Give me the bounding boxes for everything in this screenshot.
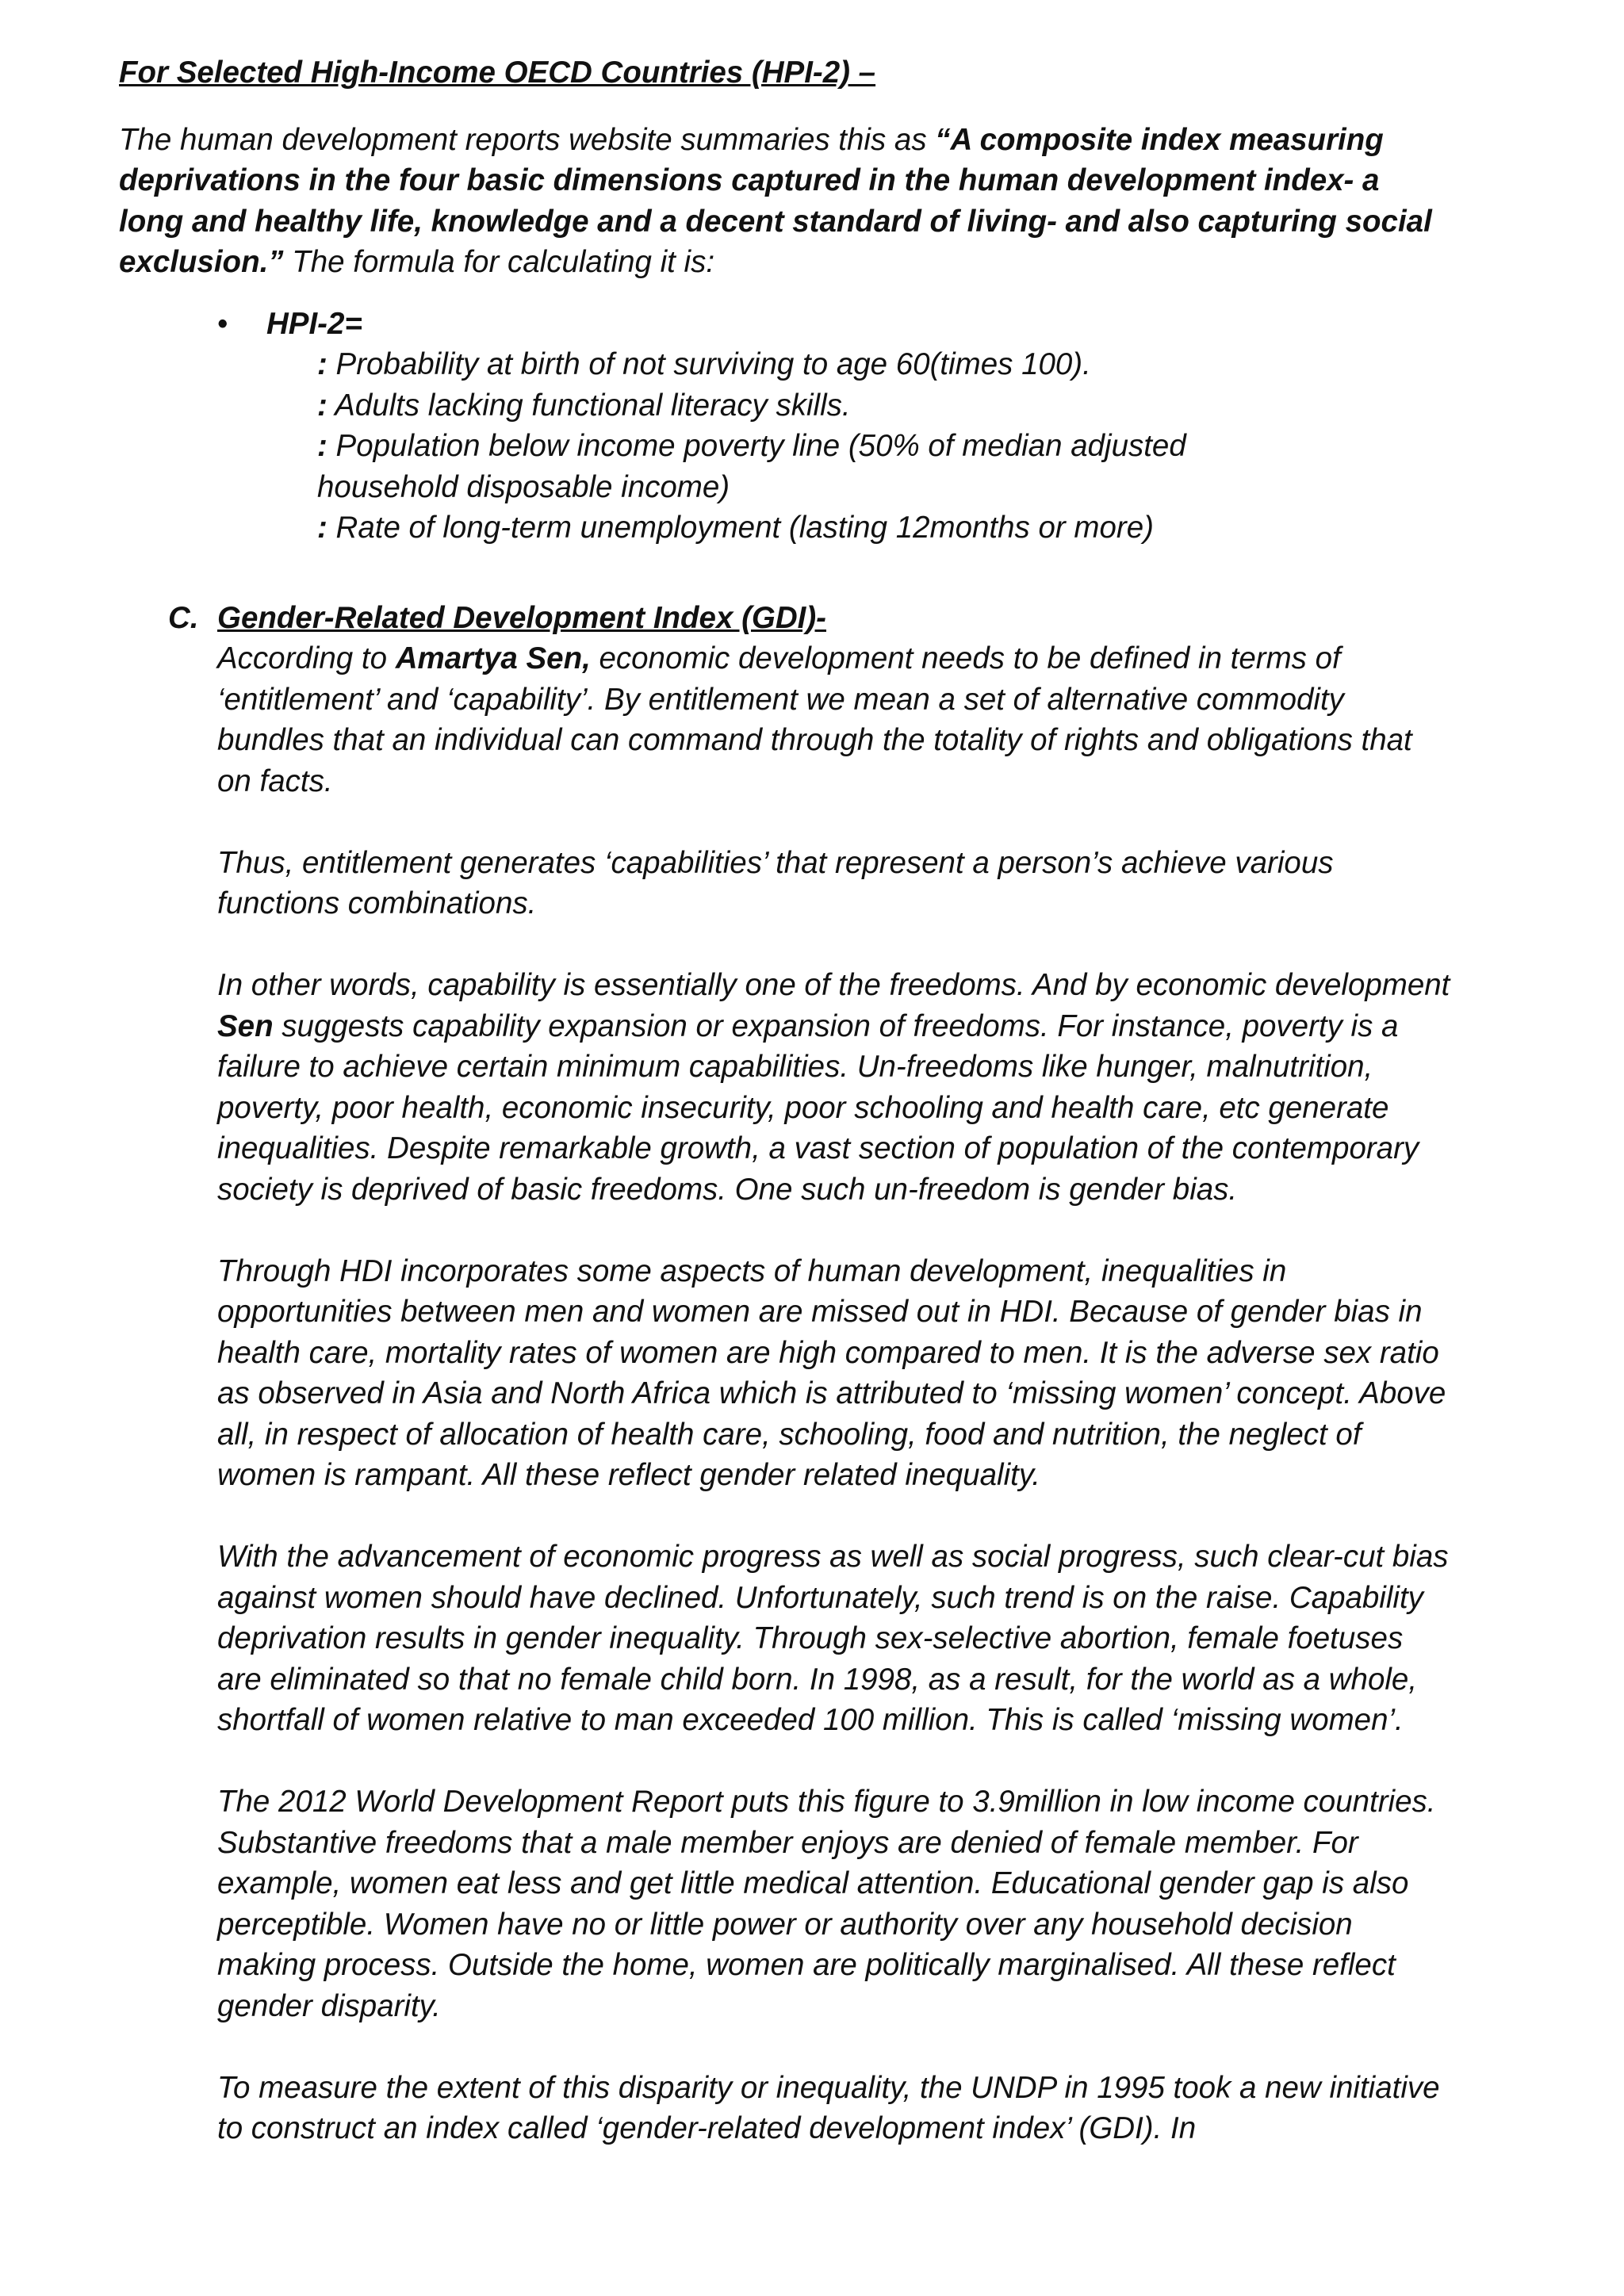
- intro-paragraph: [119, 120, 1451, 283]
- paragraph-sen-entitlement: According to Amartya Sen, economic development needs to be defined in terms of ‘entitlement’ and ‘capability’. By entitlement we mean a set of alternative commodity bundles that an individual can command through the totality of rights and obligations that on facts.: [217, 641, 1412, 798]
- hpi2-formula: [119, 304, 1451, 549]
- section-heading: [119, 598, 1451, 639]
- formula-component: : Adults lacking functional literacy skills.: [317, 388, 851, 423]
- section-body: [217, 638, 1454, 2149]
- author-name: Sen: [217, 1008, 274, 1043]
- paragraph-hdi-inequalities: Through HDI incorporates some aspects of human development, inequalities in opportunities between men and women are missed out in HDI. Because of gender bias in health care, mortality rates of women are high compared to men. It is the adverse sex ratio as observed in Asia and North Africa which is attributed to ‘missing women’ concept. Above all, in respect of allocation of health care, schooling, food and nutrition, the neglect of women is rampant. All these reflect gender related inequality.: [217, 1253, 1446, 1492]
- paragraph-freedoms: In other words, capability is essentially one of the freedoms. And by economic development Sen suggests capability expansion or expansion of freedoms. For instance, poverty is a failure to achieve certain minimum capabilities. Un-freedoms like hunger, malnutrition, poverty, poor health, economic insecurity, poor schooling and health care, etc generate inequalities. Despite remarkable growth, a vast section of population of the contemporary society is deprived of basic freedoms. One such un-freedom is gender bias.: [217, 968, 1450, 1207]
- formula-component: : Rate of long-term unemployment (lasting 12months or more): [317, 511, 1154, 545]
- paragraph-undp-gdi: To measure the extent of this disparity or inequality, the UNDP in 1995 took a new initiative to construct an index called ‘gender-related development index’ (GDI). In: [217, 2070, 1440, 2145]
- paragraph-missing-women: With the advancement of economic progress as well as social progress, such clear-cut bias against women should have declined. Unfortunately, such trend is on the raise. Capability deprivation results in gender inequality. Through sex-selective abortion, female foetuses are eliminated so that no female child born. In 1998, as a result, for the world as a whole, shortfall of women relative to man exceeded 100 million. This is called ‘missing women’.: [217, 1540, 1449, 1737]
- intro-quote: “A composite index measuring deprivations in the four basic dimensions captured in the human development index- a long and healthy life, knowledge and a decent standard of living- and also capturing social exclusion.”: [119, 122, 1432, 279]
- section-letter: C.: [168, 600, 199, 635]
- author-name: Amartya Sen,: [395, 641, 591, 675]
- formula-label: HPI-2=: [266, 306, 362, 341]
- page-heading: For Selected High-Income OECD Countries (HPI-2) –: [119, 55, 876, 90]
- paragraph-capabilities: Thus, entitlement generates ‘capabilities’ that represent a person’s achieve various functions combinations.: [217, 845, 1334, 920]
- formula-component: : Population below income poverty line (50% of median adjusted household disposable income): [317, 429, 1186, 504]
- formula-bullet-row: [119, 304, 1451, 345]
- bullet-icon: •: [217, 306, 228, 341]
- document-page: [119, 52, 1451, 2190]
- intro-tail: The formula for calculating it is:: [283, 245, 715, 279]
- formula-component: : Probability at birth of not surviving to age 60(times 100).: [317, 347, 1091, 381]
- paragraph-wdr-2012: The 2012 World Development Report puts this figure to 3.9million in low income countries. Substantive freedoms that a male member enjoys are denied of female member. For example, women eat less and get little medical attention. Educational gender gap is also perceptible. Women have no or little power or authority over any household decision making process. Outside the home, women are politically marginalised. All these reflect gender disparity.: [217, 1785, 1436, 2023]
- intro-lead: The human development reports website summaries this as: [119, 122, 936, 157]
- section-title: Gender-Related Development Index (GDI)-: [217, 600, 826, 635]
- section-c: [119, 598, 1451, 2149]
